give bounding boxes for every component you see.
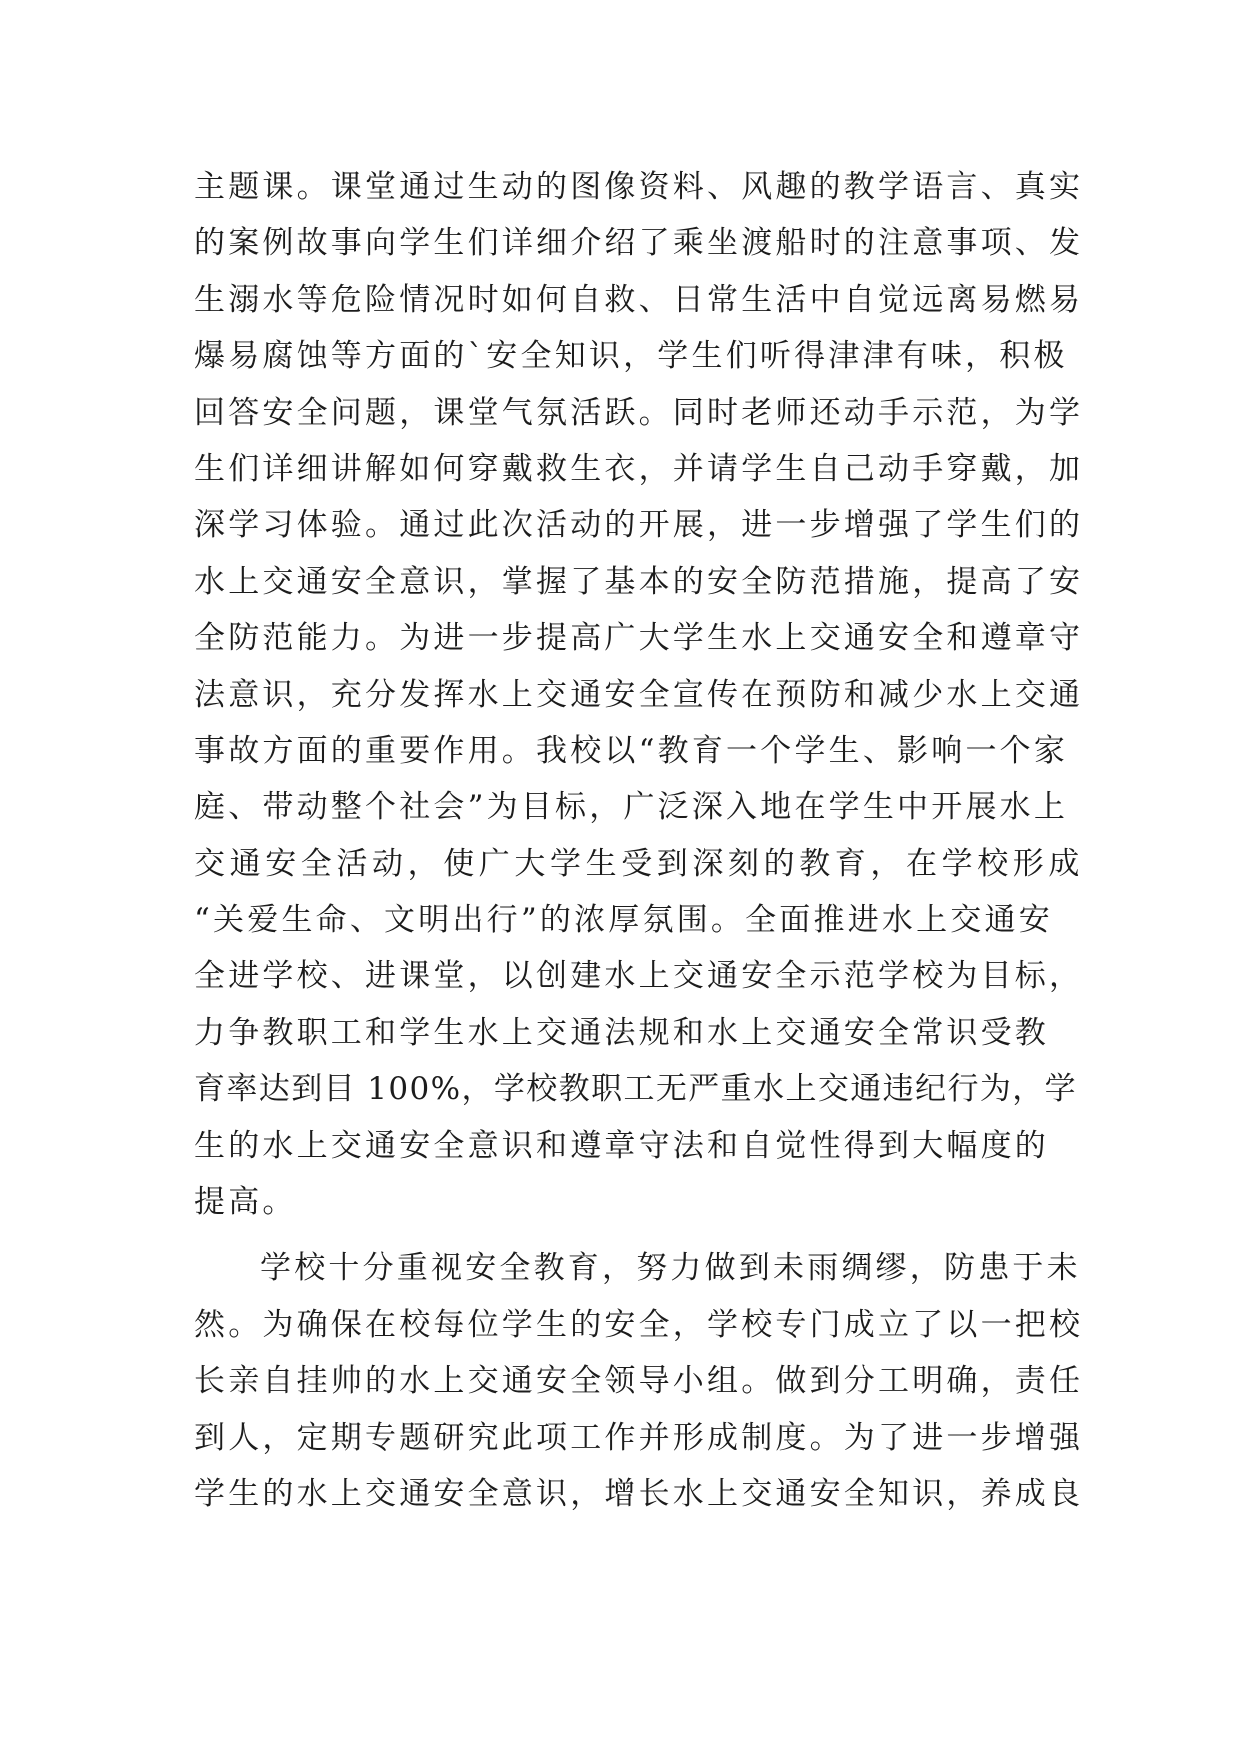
text-line: 回答安全问题，课堂气氛活跃。同时老师还动手示范，为学 [194,394,1084,431]
text-line: 庭、带动整个社会”为目标，广泛深入地在学生中开展水上 [194,789,1069,826]
text-line: 力争教职工和学生水上交通法规和水上交通安全常识受教 [194,1014,1049,1051]
text-line: 法意识，充分发挥水上交通安全宣传在预防和减少水上交通 [194,676,1084,713]
text-line: 提高。 [194,1184,297,1221]
text-line: 爆易腐蚀等方面的`安全知识，学生们听得津津有味，积极 [194,338,1068,375]
document-body [194,159,1084,1522]
paragraph-2 [194,1240,1084,1522]
text-line: 生们详细讲解如何穿戴救生衣，并请学生自己动手穿戴，加 [194,450,1084,487]
text-line: 长亲自挂帅的水上交通安全领导小组。做到分工明确，责任 [194,1363,1084,1400]
text-line: 育率达到目 100%，学校教职工无严重水上交通违纪行为，学 [194,1071,1078,1108]
text-line: 学生的水上交通安全意识，增长水上交通安全知识，养成良 [194,1475,1084,1512]
text-line: 学校十分重视安全教育，努力做到未雨绸缪，防患于未 [260,1250,1081,1287]
text-line: 到人，定期专题研究此项工作并形成制度。为了进一步增强 [194,1419,1084,1456]
text-line: 深学习体验。通过此次活动的开展，进一步增强了学生们的 [194,507,1084,544]
text-line: 然。为确保在校每位学生的安全，学校专门成立了以一把校 [194,1306,1084,1343]
paragraph-gap [194,1230,1054,1240]
text-line: 交通安全活动，使广大学生受到深刻的教育，在学校形成 [194,845,1084,882]
text-line: 水上交通安全意识，掌握了基本的安全防范措施，提高了安 [194,563,1084,600]
text-line: 主题课。课堂通过生动的图像资料、风趣的教学语言、真实 [194,169,1084,205]
paragraph-1 [194,159,1084,1230]
text-line: 全进学校、进课堂，以创建水上交通安全示范学校为目标， [194,958,1084,995]
text-line: 全防范能力。为进一步提高广大学生水上交通安全和遵章守 [194,620,1084,657]
text-line: “关爱生命、文明出行”的浓厚氛围。全面推进水上交通安 [194,902,1053,939]
text-line: 生的水上交通安全意识和遵章守法和自觉性得到大幅度的 [194,1127,1049,1164]
text-line: 的案例故事向学生们详细介绍了乘坐渡船时的注意事项、发 [194,225,1084,262]
text-line: 事故方面的重要作用。我校以“教育一个学生、影响一个家 [194,732,1069,769]
text-line: 生溺水等危险情况时如何自救、日常生活中自觉远离易燃易 [194,281,1084,318]
